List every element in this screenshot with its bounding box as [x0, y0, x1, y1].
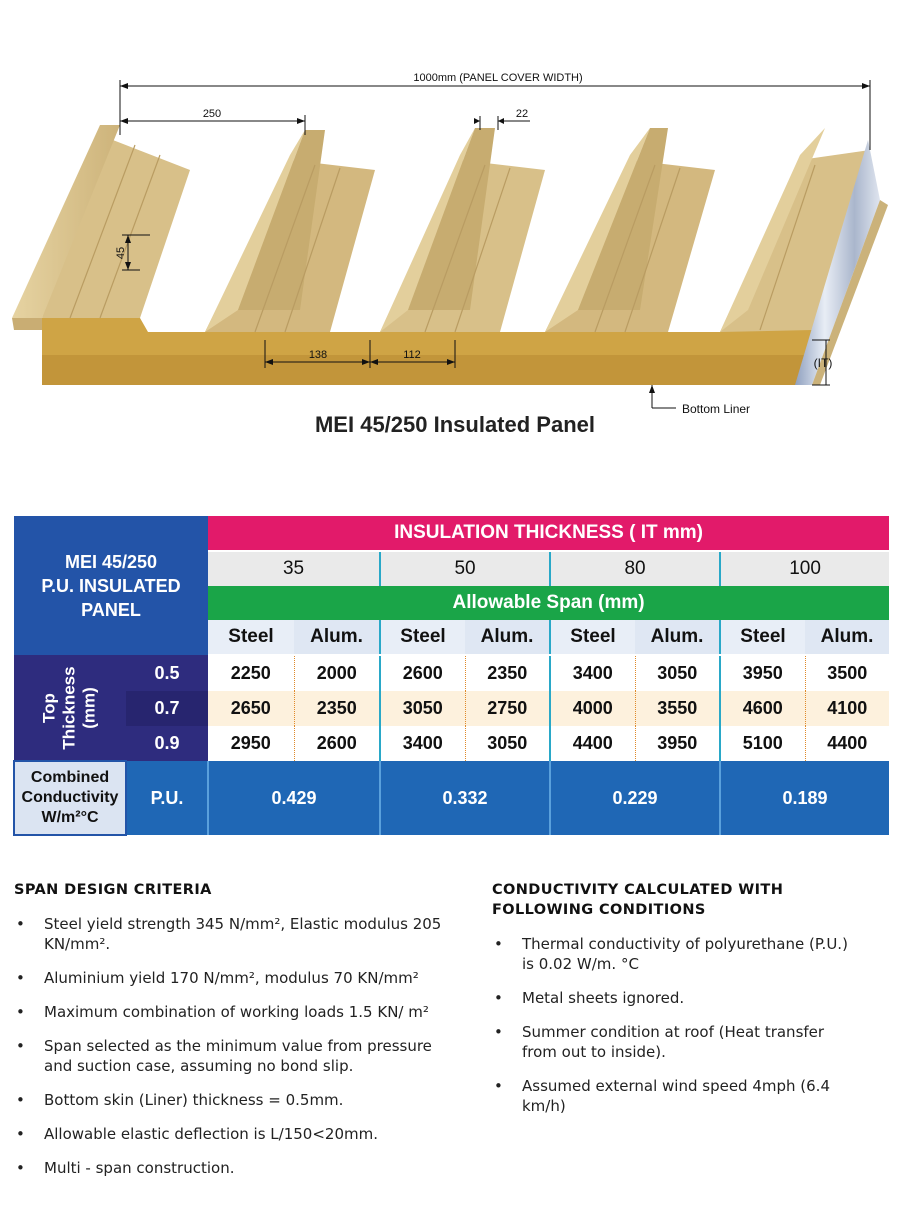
conductivity-value: 0.332 [380, 761, 550, 835]
span-table [13, 516, 889, 836]
conductivity-row [14, 761, 889, 835]
list-item: • Maximum combination of working loads 1.5 KN/ m² [14, 1002, 454, 1022]
material-header: Alum. [294, 620, 380, 655]
list-item: • Span selected as the minimum value from pressure and suction case, assuming no bond slip. [14, 1036, 454, 1076]
material-header: Steel [720, 620, 805, 655]
span-cell: 4000 [550, 691, 635, 726]
span-cell: 3050 [465, 726, 550, 761]
span-cell: 4100 [805, 691, 889, 726]
list-item: • Summer condition at roof (Heat transfer from out to inside). [492, 1022, 862, 1062]
allowable-span-header: Allowable Span (mm) [208, 586, 889, 620]
conductivity-label-line-3: W/m²°C [41, 809, 99, 826]
conductivity-value: 0.229 [550, 761, 720, 835]
list-item: • Aluminium yield 170 N/mm², modulus 70 KN/mm² [14, 968, 454, 988]
span-cell: 2350 [294, 691, 380, 726]
rib-base-label: 112 [403, 349, 421, 361]
table-row [14, 655, 889, 691]
top-thickness-value: 0.7 [126, 691, 208, 726]
span-criteria-title: SPAN DESIGN CRITERIA [14, 882, 212, 898]
span-cell: 3050 [380, 691, 465, 726]
top-thickness-value: 0.9 [126, 726, 208, 761]
foam-core-shade [42, 355, 812, 385]
thickness-50: 50 [380, 551, 550, 586]
span-cell: 4600 [720, 691, 805, 726]
list-item: • Assumed external wind speed 4mph (6.4 km/h) [492, 1076, 862, 1116]
span-cell: 3950 [635, 726, 720, 761]
thickness-35: 35 [208, 551, 380, 586]
panel-illustration [0, 0, 900, 450]
list-item: • Thermal conductivity of polyurethane (P.U.) is 0.02 W/m. °C [492, 934, 862, 974]
corner-line-2: P.U. INSULATED [41, 575, 181, 596]
left-flange [12, 318, 42, 330]
span-cell: 3500 [805, 655, 889, 691]
span-cell: 3950 [720, 655, 805, 691]
material-header: Steel [208, 620, 294, 655]
span-cell: 3400 [550, 655, 635, 691]
span-design-criteria [14, 880, 454, 1192]
list-item: • Allowable elastic deflection is L/150<20mm. [14, 1124, 454, 1144]
span-cell: 2600 [294, 726, 380, 761]
corner-line-3: PANEL [81, 599, 141, 620]
table-row [14, 691, 889, 726]
material-header: Alum. [805, 620, 889, 655]
corner-line-1: MEI 45/250 [64, 551, 158, 572]
conductivity-label [14, 761, 126, 835]
span-cell: 2600 [380, 655, 465, 691]
panel-title-wrap [0, 412, 900, 438]
pan-label: 138 [308, 349, 328, 361]
span-cell: 4400 [805, 726, 889, 761]
conductivity-value: 0.429 [208, 761, 380, 835]
thickness-80: 80 [550, 551, 720, 586]
span-criteria-list [14, 914, 454, 1178]
material-header: Alum. [635, 620, 720, 655]
side-label-line-1: Top [40, 692, 59, 723]
span-cell: 4400 [550, 726, 635, 761]
panel-title: MEI 45/250 Insulated Panel [314, 412, 595, 437]
thickness-100: 100 [720, 551, 889, 586]
side-label-line-3: (mm) [80, 686, 99, 729]
table-row [14, 726, 889, 761]
span-cell: 2650 [208, 691, 294, 726]
pitch-label: 250 [202, 108, 222, 120]
span-cell: 2250 [208, 655, 294, 691]
height-label: 45 [115, 246, 127, 260]
top-thickness-value: 0.5 [126, 655, 208, 691]
span-cell: 2000 [294, 655, 380, 691]
material-header: Steel [550, 620, 635, 655]
span-cell: 2750 [465, 691, 550, 726]
top-thickness-label [14, 655, 126, 761]
conductivity-label-line-2: Conductivity [21, 789, 119, 806]
list-item: • Metal sheets ignored. [492, 988, 862, 1008]
cover-width-label: 1000mm (PANEL COVER WIDTH) [413, 72, 583, 84]
conductivity-value: 0.189 [720, 761, 889, 835]
conductivity-conditions-list [492, 934, 862, 1116]
table-corner-title [14, 516, 208, 655]
span-cell: 2350 [465, 655, 550, 691]
span-cell: 3550 [635, 691, 720, 726]
material-header: Steel [380, 620, 465, 655]
span-cell: 3050 [635, 655, 720, 691]
side-label-line-2: Thickness [60, 665, 79, 750]
bottom-liner-label: Bottom Liner [682, 402, 751, 416]
material-header: Alum. [465, 620, 550, 655]
span-cell: 2950 [208, 726, 294, 761]
conductivity-label-line-1: Combined [30, 769, 110, 786]
span-cell: 3400 [380, 726, 465, 761]
conductivity-conditions-title: CONDUCTIVITY CALCULATED WITH FOLLOWING CONDITIONS [492, 882, 784, 918]
crest-label: 22 [515, 108, 529, 120]
it-label: (IT) [813, 356, 833, 370]
panel-diagram [0, 0, 900, 450]
list-item: • Bottom skin (Liner) thickness = 0.5mm. [14, 1090, 454, 1110]
conductivity-material: P.U. [126, 761, 208, 835]
insulation-thickness-header: INSULATION THICKNESS ( IT mm) [208, 516, 889, 551]
list-item: • Steel yield strength 345 N/mm², Elastic modulus 205 KN/mm². [14, 914, 454, 954]
conductivity-conditions [492, 880, 862, 1130]
list-item: • Multi - span construction. [14, 1158, 454, 1178]
span-cell: 5100 [720, 726, 805, 761]
